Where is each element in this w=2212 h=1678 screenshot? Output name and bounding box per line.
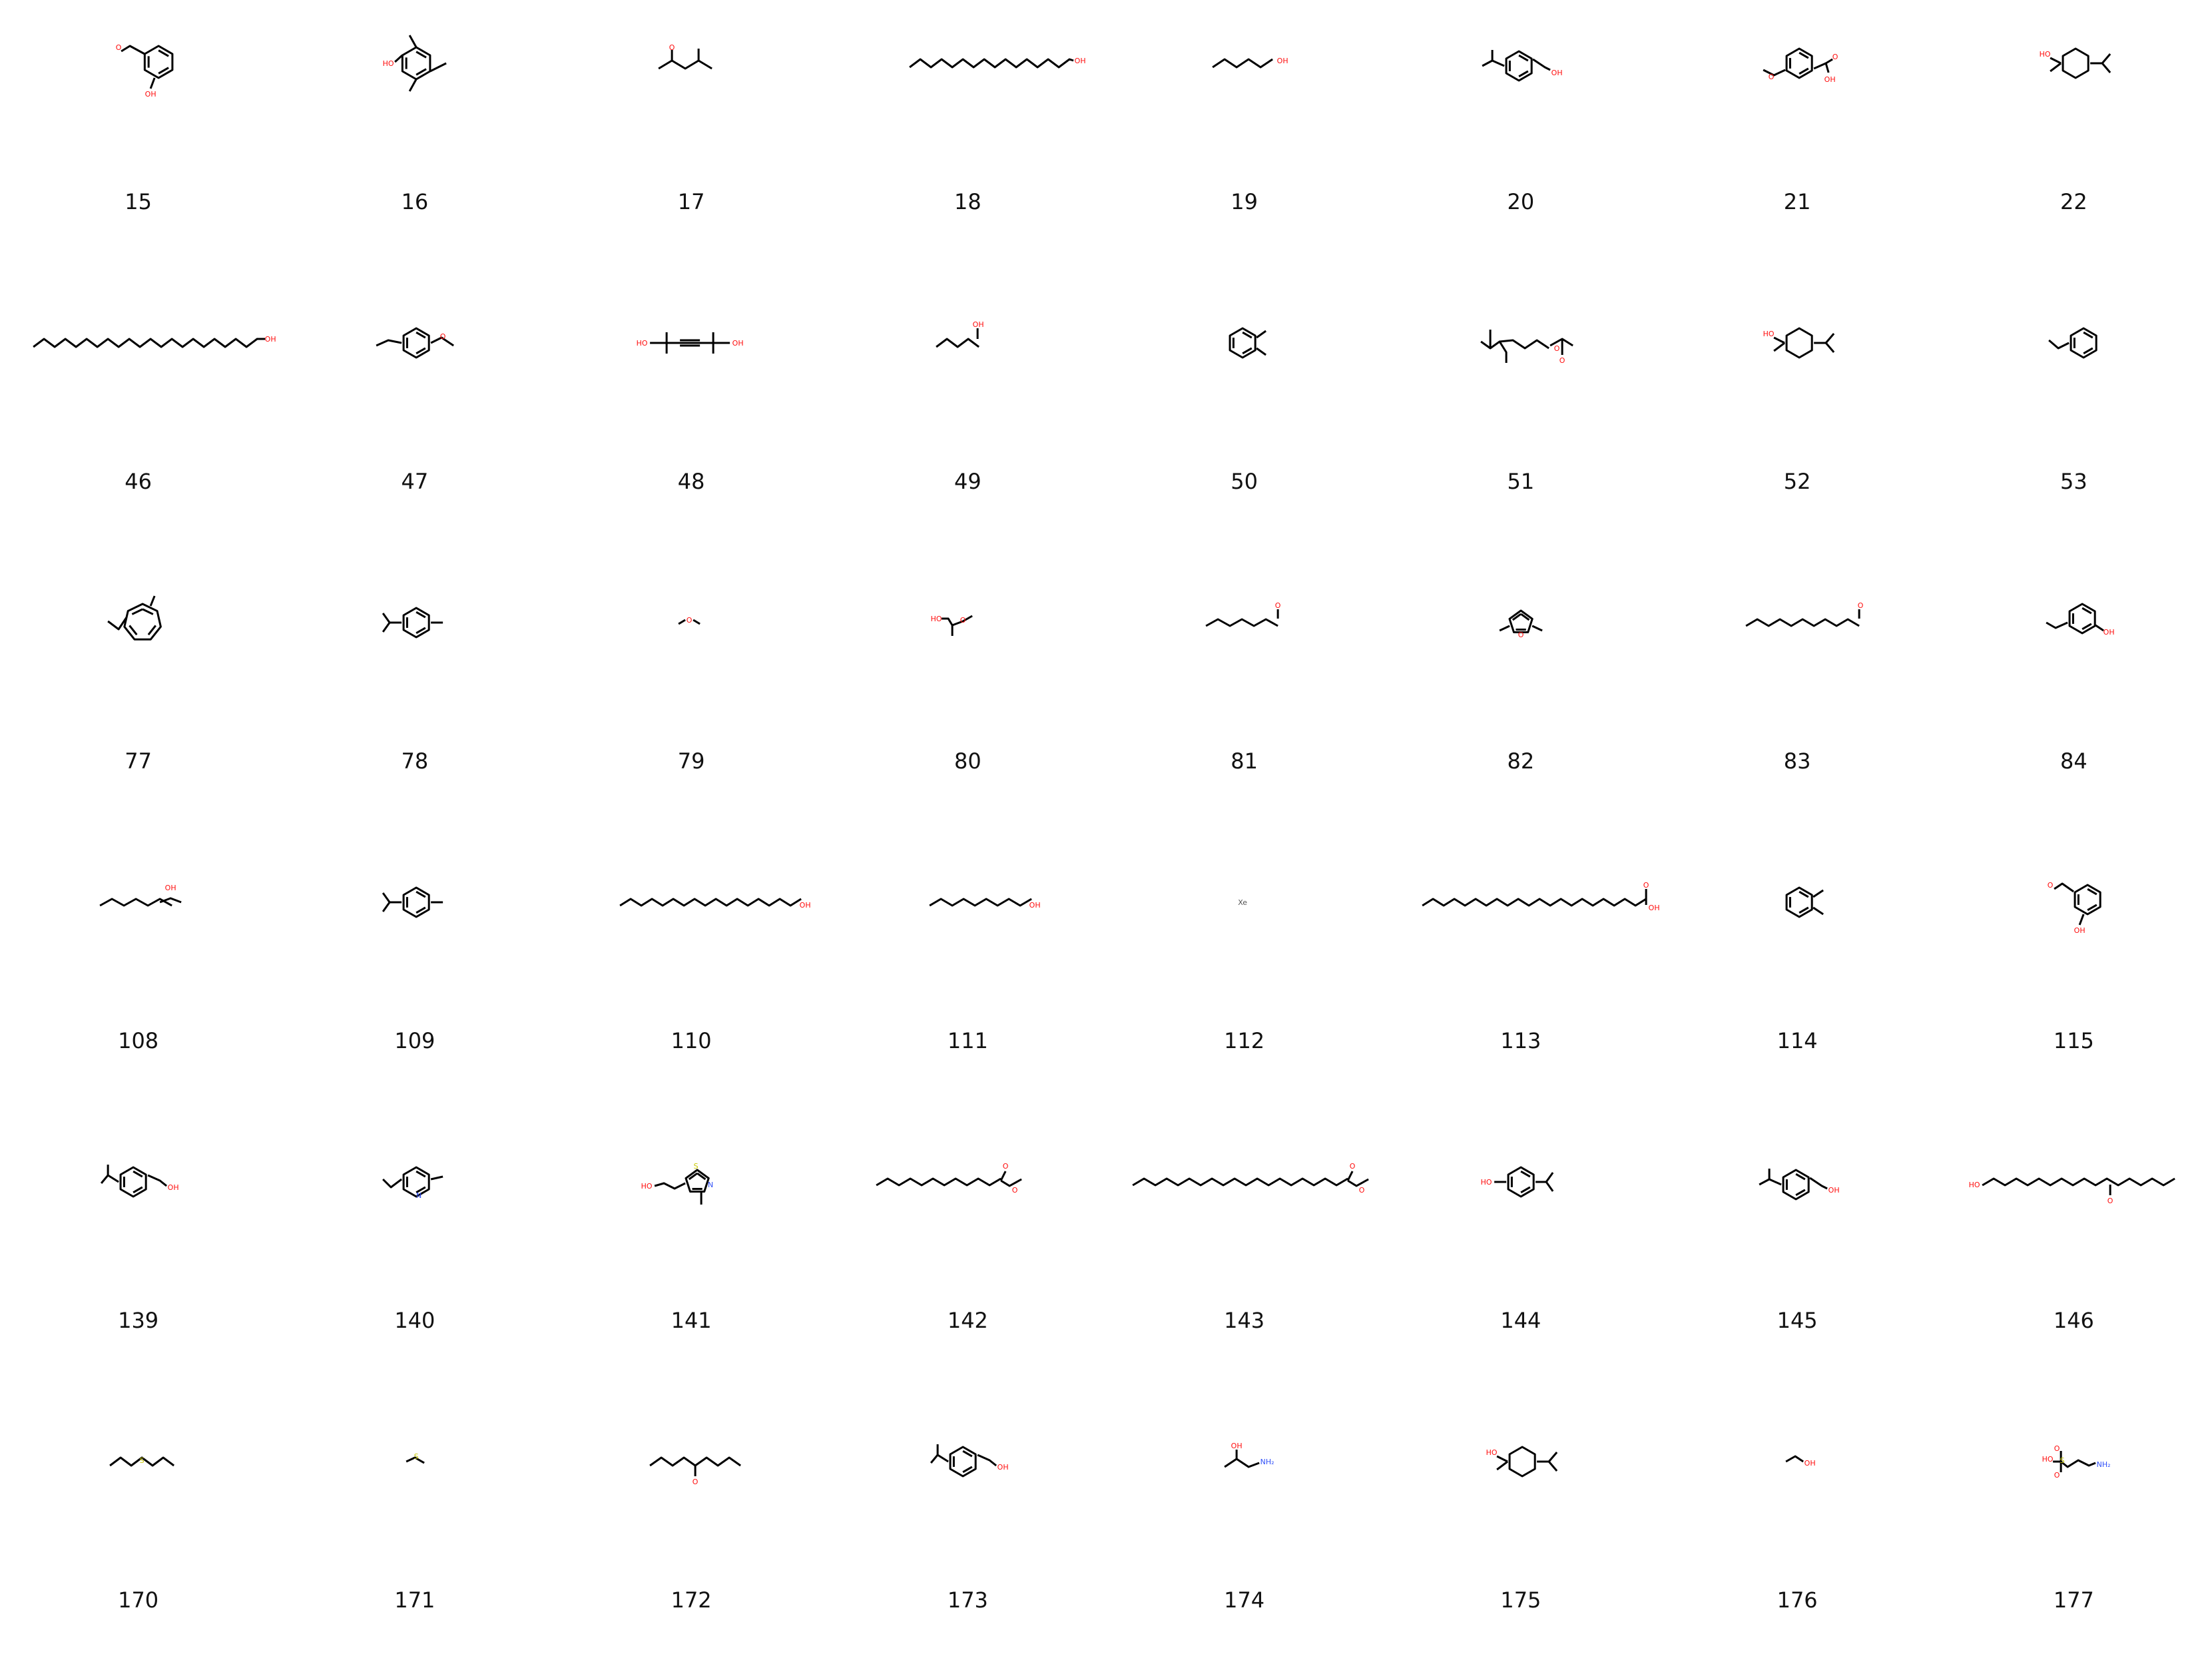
molecule-cell <box>1936 1119 2212 1398</box>
molecule-structure <box>553 1119 830 1272</box>
molecule-cell <box>1936 1398 2212 1678</box>
bond <box>2079 914 2083 925</box>
bond <box>1225 1459 1259 1467</box>
molecule-cell <box>1106 839 1382 1119</box>
molecule-cell <box>553 0 830 280</box>
molecule-cell <box>1382 0 1659 280</box>
bond <box>1535 1173 1553 1182</box>
molecule-cell <box>1659 0 1936 280</box>
molecule-structure <box>276 559 553 712</box>
atom-label: HO <box>1486 1448 1498 1457</box>
molecule-structure <box>1382 559 1659 712</box>
molecule-cell <box>1106 1398 1382 1678</box>
molecule-structure <box>0 280 276 433</box>
atom-label: OH <box>264 335 276 344</box>
bond <box>376 340 402 346</box>
bond <box>655 1183 685 1189</box>
atom-label: O <box>1768 73 1774 81</box>
molecule-structure <box>1106 559 1382 712</box>
bond <box>1001 1171 1005 1181</box>
molecule-structure <box>553 839 830 992</box>
molecule-cell <box>0 839 276 1119</box>
atom-label: O <box>2054 1444 2060 1453</box>
bond <box>1533 59 1550 70</box>
bond <box>2063 49 2088 78</box>
molecule-id-label: 15 <box>125 189 152 214</box>
atom-label: HO <box>2039 50 2051 59</box>
molecule-id-label: 112 <box>1224 1028 1265 1053</box>
bond <box>431 1177 443 1179</box>
bond <box>2050 63 2061 71</box>
molecule-id-label: 111 <box>947 1028 988 1053</box>
atom-label: OH <box>997 1463 1009 1472</box>
molecule-cell <box>276 839 553 1119</box>
molecule-cell <box>276 280 553 559</box>
bond <box>1763 70 1785 75</box>
bond <box>931 1455 948 1463</box>
molecule-cell <box>0 280 276 559</box>
bond <box>1500 340 1549 348</box>
atom-label: O <box>1274 601 1281 610</box>
molecule-id-label: 171 <box>394 1587 435 1613</box>
molecule-id-label: 16 <box>401 189 429 214</box>
bond <box>150 596 154 606</box>
bond <box>2049 340 2069 348</box>
bond <box>1813 890 1823 897</box>
molecule-cell <box>0 1398 276 1678</box>
atom-label: HO <box>2042 1455 2054 1464</box>
molecule-cell <box>830 1119 1106 1398</box>
molecule-cell <box>1382 839 1659 1119</box>
bond <box>1497 1456 1508 1462</box>
molecule-id-label: 22 <box>2060 189 2087 214</box>
molecule-structure <box>1382 839 1659 992</box>
bond <box>910 59 1073 67</box>
molecule-id-label: 51 <box>1507 469 1535 494</box>
molecule-cell <box>276 0 553 280</box>
molecule-cell <box>1382 280 1659 559</box>
bond <box>2102 63 2110 73</box>
bond <box>1532 626 1542 631</box>
molecule-cell <box>276 559 553 839</box>
bond <box>1786 1456 1803 1462</box>
molecule-id-label: 21 <box>1783 189 1811 214</box>
molecule-cell <box>553 559 830 839</box>
molecule-cell <box>1659 559 1936 839</box>
molecule-structure <box>276 839 553 992</box>
bond <box>1814 334 1834 343</box>
molecule-cell <box>1382 1119 1659 1398</box>
bond <box>977 1455 996 1466</box>
atom-label: OH <box>799 901 811 910</box>
atom-label: O <box>1518 631 1524 639</box>
atom-label: OH <box>2103 628 2115 637</box>
atom-label: O <box>960 616 966 625</box>
bond <box>1133 1179 1348 1185</box>
atom-label: NH₂ <box>1260 1458 1274 1466</box>
bond <box>1348 1171 1352 1181</box>
molecule-structure <box>1382 0 1659 153</box>
bond <box>1774 343 1785 351</box>
atom-label: S <box>414 1452 419 1461</box>
molecule-cell <box>1936 559 2212 839</box>
molecule-id-label: 81 <box>1231 748 1258 774</box>
bond <box>1481 342 1506 363</box>
molecule-id-label: 78 <box>401 748 429 774</box>
molecule-id-label: 145 <box>1777 1308 1818 1333</box>
molecule-id-label: 144 <box>1500 1308 1541 1333</box>
molecule-structure <box>276 1398 553 1551</box>
bond <box>2090 54 2110 63</box>
molecule-id-label: 20 <box>1507 189 1535 214</box>
molecule-structure <box>1382 1119 1659 1272</box>
molecule-cell <box>0 559 276 839</box>
bond <box>383 613 402 623</box>
molecule-structure <box>830 559 1106 712</box>
molecule-structure <box>0 0 276 153</box>
atom-label: OH <box>2074 926 2085 935</box>
bond <box>160 898 181 902</box>
atom-label: O <box>1857 601 1863 610</box>
bond <box>1348 1179 1368 1186</box>
molecule-structure <box>276 0 553 153</box>
molecule-id-label: 141 <box>671 1308 712 1333</box>
bond <box>1810 1178 1827 1189</box>
bond <box>659 61 712 69</box>
molecule-structure <box>1382 280 1659 433</box>
molecule-cell <box>553 839 830 1119</box>
molecule-id-label: 146 <box>2053 1308 2094 1333</box>
bond <box>1256 331 1266 338</box>
molecule-id-label: 19 <box>1231 189 1258 214</box>
atom-label: N <box>707 1181 713 1189</box>
molecule-id-label: 108 <box>118 1028 159 1053</box>
atom-label: S <box>693 1162 698 1171</box>
molecule-id-label: 52 <box>1783 469 1811 494</box>
atom-label: O <box>115 43 122 52</box>
atom-label: O <box>692 1478 698 1486</box>
atom-label: O <box>2107 1197 2113 1205</box>
molecule-structure <box>1659 839 1936 992</box>
molecule-structure <box>830 1119 1106 1272</box>
molecule-structure <box>0 1119 276 1272</box>
molecule-structure <box>1106 1398 1382 1551</box>
atom-label: HO <box>1968 1181 1980 1189</box>
bond <box>148 1175 166 1186</box>
bond <box>33 339 265 347</box>
molecule-id-label: 174 <box>1224 1587 1265 1613</box>
molecule-id-label: 80 <box>954 748 981 774</box>
bond <box>383 1179 402 1187</box>
molecule-structure <box>0 559 276 712</box>
atom-label: HO <box>1480 1178 1492 1187</box>
molecule-cell <box>1659 839 1936 1119</box>
atom-label: OH <box>1648 904 1660 912</box>
molecule-cell <box>830 280 1106 559</box>
molecule-cell <box>1936 839 2212 1119</box>
atom-label: OH <box>1029 901 1041 910</box>
atom-label: OH <box>1804 1459 1816 1468</box>
bond <box>1813 908 1823 914</box>
bond <box>132 609 142 615</box>
bond <box>1256 348 1266 355</box>
molecule-id-label: 50 <box>1231 469 1258 494</box>
molecule-id-label: 115 <box>2053 1028 2094 1053</box>
atom-label: O <box>1643 881 1649 890</box>
molecule-structure <box>1382 1398 1659 1551</box>
molecule-structure <box>1106 839 1382 992</box>
bond <box>121 46 144 54</box>
molecule-id-label: 114 <box>1777 1028 1818 1053</box>
molecule-structure <box>1936 559 2212 712</box>
bond <box>1422 899 1646 906</box>
atom-label: O <box>1011 1186 1018 1195</box>
atom-label: HO <box>641 1182 653 1191</box>
bond <box>1826 63 1828 73</box>
atom-label: OH <box>1074 57 1086 65</box>
bond <box>2050 58 2061 63</box>
bond <box>101 1175 119 1183</box>
atom-label: OH <box>1824 75 1836 84</box>
molecule-cell <box>1659 1119 1936 1398</box>
bond <box>1500 626 1510 631</box>
bond <box>1206 619 1278 626</box>
atom-label: O <box>440 332 446 341</box>
bond <box>1982 1179 2175 1185</box>
bond <box>2054 884 2074 892</box>
molecule-structure <box>276 1119 553 1272</box>
molecule-cell <box>276 1398 553 1678</box>
atom-label: OH <box>1551 69 1563 77</box>
molecule-cell <box>1659 280 1936 559</box>
bond <box>1497 1462 1508 1470</box>
molecule-structure <box>1106 1119 1382 1272</box>
atom-label: S <box>139 1456 144 1465</box>
bond <box>650 1458 740 1466</box>
atom-label: S <box>2060 1456 2065 1465</box>
molecule-id-label: 142 <box>947 1308 988 1333</box>
molecule-cell <box>276 1119 553 1398</box>
atom-label: O <box>2047 881 2054 890</box>
molecule-structure <box>1936 1398 2212 1551</box>
molecule-id-label: 49 <box>954 469 981 494</box>
molecule-cell <box>1659 1398 1936 1678</box>
atom-label: HO <box>636 339 648 348</box>
atom-label: O <box>1554 344 1560 353</box>
molecule-id-label: 83 <box>1783 748 1811 774</box>
bond <box>142 609 153 615</box>
molecule-id-label: 77 <box>125 748 152 774</box>
molecule-id-label: 140 <box>394 1308 435 1333</box>
bond <box>1826 343 1834 352</box>
bond <box>1537 1452 1557 1462</box>
molecule-id-label: 176 <box>1777 1587 1818 1613</box>
molecule-id-label: 53 <box>2060 469 2087 494</box>
atom-label: OH <box>167 1183 179 1192</box>
molecule-id-label: 46 <box>125 469 152 494</box>
bond <box>930 899 1031 906</box>
bond <box>1774 338 1785 343</box>
bond <box>383 623 390 632</box>
bond <box>410 35 416 47</box>
molecule-cell <box>553 280 830 559</box>
molecule-structure <box>830 280 1106 433</box>
molecule-structure <box>0 839 276 992</box>
molecule-cell <box>830 1398 1106 1678</box>
bond <box>410 79 416 91</box>
molecule-id-label: 47 <box>401 469 429 494</box>
molecule-id-label: 48 <box>677 469 705 494</box>
molecule-cell <box>830 559 1106 839</box>
atom-label: O <box>669 43 675 52</box>
molecule-id-label: 175 <box>1500 1587 1541 1613</box>
bond <box>942 619 952 636</box>
bond <box>876 1179 1001 1185</box>
atom-label: N <box>416 1191 422 1200</box>
atom-label: OH <box>144 90 156 99</box>
molecule-id-label: 84 <box>2060 748 2087 774</box>
molecule-structure <box>1936 280 2212 433</box>
molecule-cell <box>1106 559 1382 839</box>
atom-label: O <box>1349 1162 1356 1171</box>
bond <box>693 620 700 624</box>
bond <box>1759 1179 1781 1185</box>
molecule-cell <box>830 0 1106 280</box>
bond <box>936 339 979 347</box>
molecule-id-label: 173 <box>947 1587 988 1613</box>
bond <box>1814 59 1832 69</box>
bond <box>620 899 801 906</box>
atom-label: OH <box>1828 1186 1840 1195</box>
molecule-id-label: 113 <box>1500 1028 1541 1053</box>
bond <box>1549 1462 1557 1471</box>
molecule-id-label: 17 <box>677 189 705 214</box>
molecule-cell <box>553 1398 830 1678</box>
molecule-structure <box>830 1398 1106 1551</box>
atom-label: NH₂ <box>2096 1460 2111 1469</box>
atom-label: OH <box>164 884 176 892</box>
molecule-cell <box>0 1119 276 1398</box>
molecule-structure <box>1659 559 1936 712</box>
atom-label: O <box>1832 53 1838 61</box>
bond <box>395 55 402 62</box>
molecule-id-label: 170 <box>118 1587 159 1613</box>
bond <box>2046 623 2068 628</box>
atom-label: Xe <box>1238 898 1248 907</box>
molecule-structure <box>1936 1119 2212 1272</box>
atom-label: HO <box>930 615 942 623</box>
molecule-structure <box>0 1398 276 1551</box>
bond <box>1510 1447 1535 1476</box>
molecule-cell <box>1106 0 1382 280</box>
molecule-id-label: 79 <box>677 748 705 774</box>
molecule-cell <box>1382 1398 1659 1678</box>
molecule-structure <box>1106 280 1382 433</box>
bond <box>2095 625 2103 631</box>
bond <box>1546 1182 1553 1191</box>
molecule-structure <box>1936 839 2212 992</box>
atom-label: OH <box>1231 1442 1243 1450</box>
molecule-id-label: 177 <box>2053 1587 2094 1613</box>
molecule-id-label: 172 <box>671 1587 712 1613</box>
bond <box>1787 328 1812 358</box>
molecule-structure <box>1659 1398 1936 1551</box>
molecule-id-label: 18 <box>954 189 981 214</box>
bond <box>383 902 390 912</box>
molecule-cell <box>553 1119 830 1398</box>
molecule-cell <box>1106 1119 1382 1398</box>
molecule-cell <box>1936 280 2212 559</box>
bond <box>383 893 402 902</box>
atom-label: O <box>1559 356 1565 365</box>
atom-label: OH <box>972 320 984 329</box>
molecule-cell <box>1382 559 1659 839</box>
atom-label: O <box>686 616 692 625</box>
molecule-structure <box>553 280 830 433</box>
molecule-cell <box>1936 0 2212 280</box>
molecule-structure <box>1936 0 2212 153</box>
molecule-structure <box>1659 0 1936 153</box>
atom-label: O <box>1002 1162 1009 1171</box>
atom-label: HO <box>382 59 394 68</box>
molecule-structure <box>553 1398 830 1551</box>
molecule-id-label: 109 <box>394 1028 435 1053</box>
atom-label: O <box>1358 1186 1365 1195</box>
atom-label: HO <box>1763 330 1775 338</box>
molecule-cell <box>830 839 1106 1119</box>
molecule-id-label: 143 <box>1224 1308 1265 1333</box>
atom-label: OH <box>732 339 744 348</box>
molecule-structure <box>830 0 1106 153</box>
molecule-structure <box>553 0 830 153</box>
bond <box>1746 619 1859 626</box>
molecule-structure <box>276 280 553 433</box>
bond <box>150 78 154 89</box>
molecule-cell <box>0 0 276 280</box>
molecule-id-label: 82 <box>1507 748 1535 774</box>
bond <box>1482 61 1504 66</box>
molecule-id-label: 139 <box>118 1308 159 1333</box>
bond <box>1001 1179 1021 1186</box>
bond <box>430 63 446 71</box>
molecule-structure <box>553 559 830 712</box>
molecule-structure <box>830 839 1106 992</box>
molecule-structure <box>1659 1119 1936 1272</box>
molecule-structure <box>1106 0 1382 153</box>
molecule-id-label: 110 <box>671 1028 712 1053</box>
molecule-cell <box>1106 280 1382 559</box>
bond <box>1213 59 1272 67</box>
molecule-structure <box>1659 280 1936 433</box>
atom-label: O <box>2054 1471 2060 1480</box>
bond <box>679 620 685 624</box>
atom-label: OH <box>1276 57 1288 65</box>
